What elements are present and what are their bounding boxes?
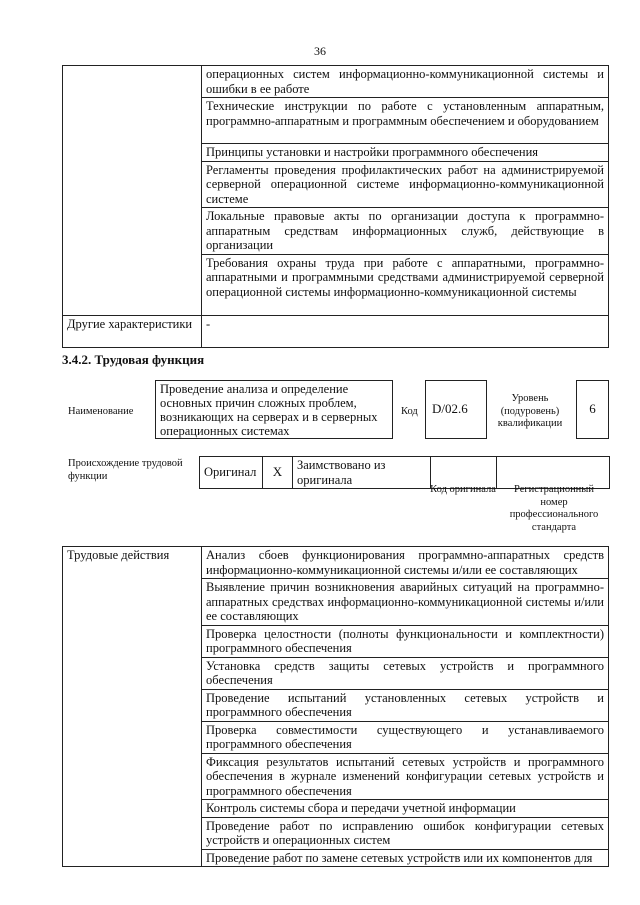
knowledge-table [62,65,609,348]
table-cell: Принципы установки и настройки программного обеспечения [202,144,609,162]
original-label: Оригинал [200,457,263,489]
function-name-value: Проведение анализа и определение основных причин сложных проблем, возникающих на серверах и в серверных операционных системах [160,382,378,438]
table-row [63,315,609,347]
table-cell: Проведение работ по исправлению ошибок конфигурации сетевых устройств и операционных систем [202,817,609,849]
table-row [63,66,609,98]
code-label: Код [401,406,418,417]
original-mark: X [263,457,293,489]
function-name-box [155,380,393,439]
labor-actions-label: Трудовые действия [63,547,202,867]
table-cell: Проведение испытаний установленных сетевых устройств и программного обеспечения [202,689,609,721]
origin-label: Происхождение трудовой функции [68,458,183,482]
table-cell: Фиксация результатов испытаний сетевых устройств и программного обеспечения в журнале изменений конфигурации сетевых устройств и программного обеспечения [202,753,609,800]
table-cell: Проверка совместимости существующего и устанавливаемого программного обеспечения [202,721,609,753]
table-cell: Регламенты проведения профилактических работ на администрируемой серверной операционной системе информационно-коммуникационной системе [202,161,609,208]
table-row [63,547,609,579]
table-cell: Проведение работ по замене сетевых устройств или их компонентов для [202,849,609,867]
other-characteristics-value: - [202,315,609,347]
registration-number-caption: Регистрационный номер профессионального стандарта [509,484,599,533]
table-cell: Анализ сбоев функционирования программно-аппаратных средств информационно-коммуникационной системы и/или ее составляющих [202,547,609,579]
borrowed-label: Заимствовано из оригинала [293,457,431,489]
original-code-caption: Код оригинала [430,484,496,495]
section-title: 3.4.2. Трудовая функция [62,352,205,367]
qualification-level-label: Уровень (подуровень) квалификации [497,393,563,429]
page-number: 36 [314,44,326,58]
name-label: Наименование [68,406,134,417]
label-cell-empty [63,66,202,316]
other-characteristics-label: Другие характеристики [63,315,202,347]
table-cell: Установка средств защиты сетевых устройств и программного обеспечения [202,657,609,689]
table-cell: Локальные правовые акты по организации доступа к программно-аппаратным средствам информационных служб, действующие в организации [202,208,609,255]
table-cell: Требования охраны труда при работе с аппаратными, программно-аппаратными и программными средствами администрируемой серверной операционной системы информационно-коммуникационной системы [202,254,609,315]
table-cell: Выявление причин возникновения аварийных ситуаций на программно-аппаратных средствах информационно-коммуникационной системы и/или ее составляющих [202,579,609,626]
labor-actions-table [62,546,609,867]
level-box [576,380,609,439]
table-cell: Контроль системы сбора и передачи учетной информации [202,800,609,818]
table-cell: Проверка целостности (полноты функциональности и комплектности) программного обеспечения [202,625,609,657]
table-cell: Технические инструкции по работе с установленным аппаратным, программно-аппаратным и программным обеспечением и оборудованием [202,98,609,144]
level-value: 6 [589,401,596,416]
table-cell: операционных систем информационно-коммуникационной системы и ошибки в ее работе [202,66,609,98]
code-box [425,380,487,439]
code-value: D/02.6 [432,401,468,416]
